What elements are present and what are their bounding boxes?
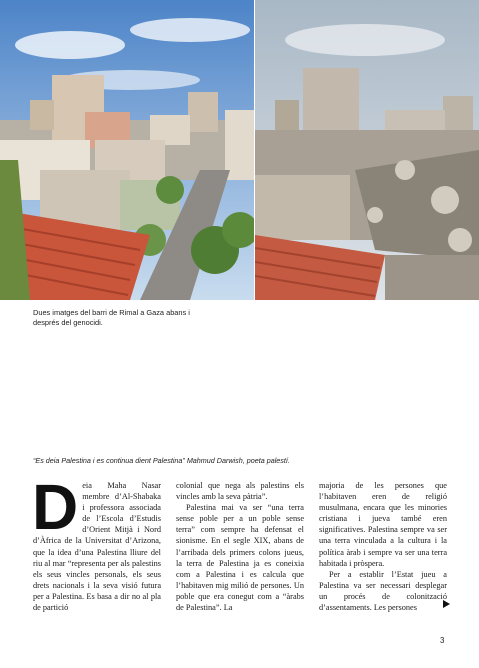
- article-column-1: [32, 471, 161, 613]
- article-body: [32, 471, 449, 613]
- photo-after: [255, 0, 479, 300]
- photo-caption: Dues imatges del barri de Rimal a Gaza abans i després del genocidi.: [33, 308, 190, 327]
- photo-before: [0, 0, 254, 300]
- article-column-2: [176, 480, 304, 613]
- page-number: 3: [440, 636, 445, 645]
- epigraph-quote: “Es deia Palestina i es continua dient Palestina” Mahmud Darwish, poeta palestí.: [33, 456, 290, 465]
- article-paragraph: Palestina mai va ser “una terra sense poble per a un poble sense terra” com sempre ha defensat el sionisme. En el segle XIX, abans de l’arribada dels primers colons jueus, la terra de Palestina ja es coneixia com a Palestina i es calcula que l’habitaven mig milió de persones. Un poble que era conegut com a “àrabs de Palestina”. La: [176, 503, 304, 613]
- article-paragraph: majoria de les persones que l’habitaven eren de religió musulmana, encara que les minories cristiana i jueva també eren significatives. Palestina sempre va ser una terra vinculada a la cultura i la política àrab i sempre va ser una terra habitada i pròspera.: [319, 481, 447, 568]
- drop-cap: D: [32, 471, 79, 543]
- article-paragraph: eia Maha Nasar membre d’Al-Shabaka i professora associada de l’Escola d’Estudis d’Orient Mitjà i Nord d’Àfrica de la Universitat d’Arizona, que la idea d’una Palestina lliure del riu al mar “representa per als palestins els seus vincles personals, els seus drets nacionals i la seva visió futura per a Palestina. Es basa a dir no al pla de partició: [33, 481, 161, 613]
- article-column-3: [319, 480, 447, 613]
- photo-pair: [0, 0, 479, 300]
- article-paragraph: Per a establir l’Estat jueu a Palestina va ser necessari desplegar un procés de colonització d’assentaments. Les persones: [319, 569, 447, 613]
- article-paragraph: colonial que nega als palestins els vincles amb la seva pàtria”.: [176, 481, 304, 502]
- continue-arrow-icon: [443, 600, 450, 608]
